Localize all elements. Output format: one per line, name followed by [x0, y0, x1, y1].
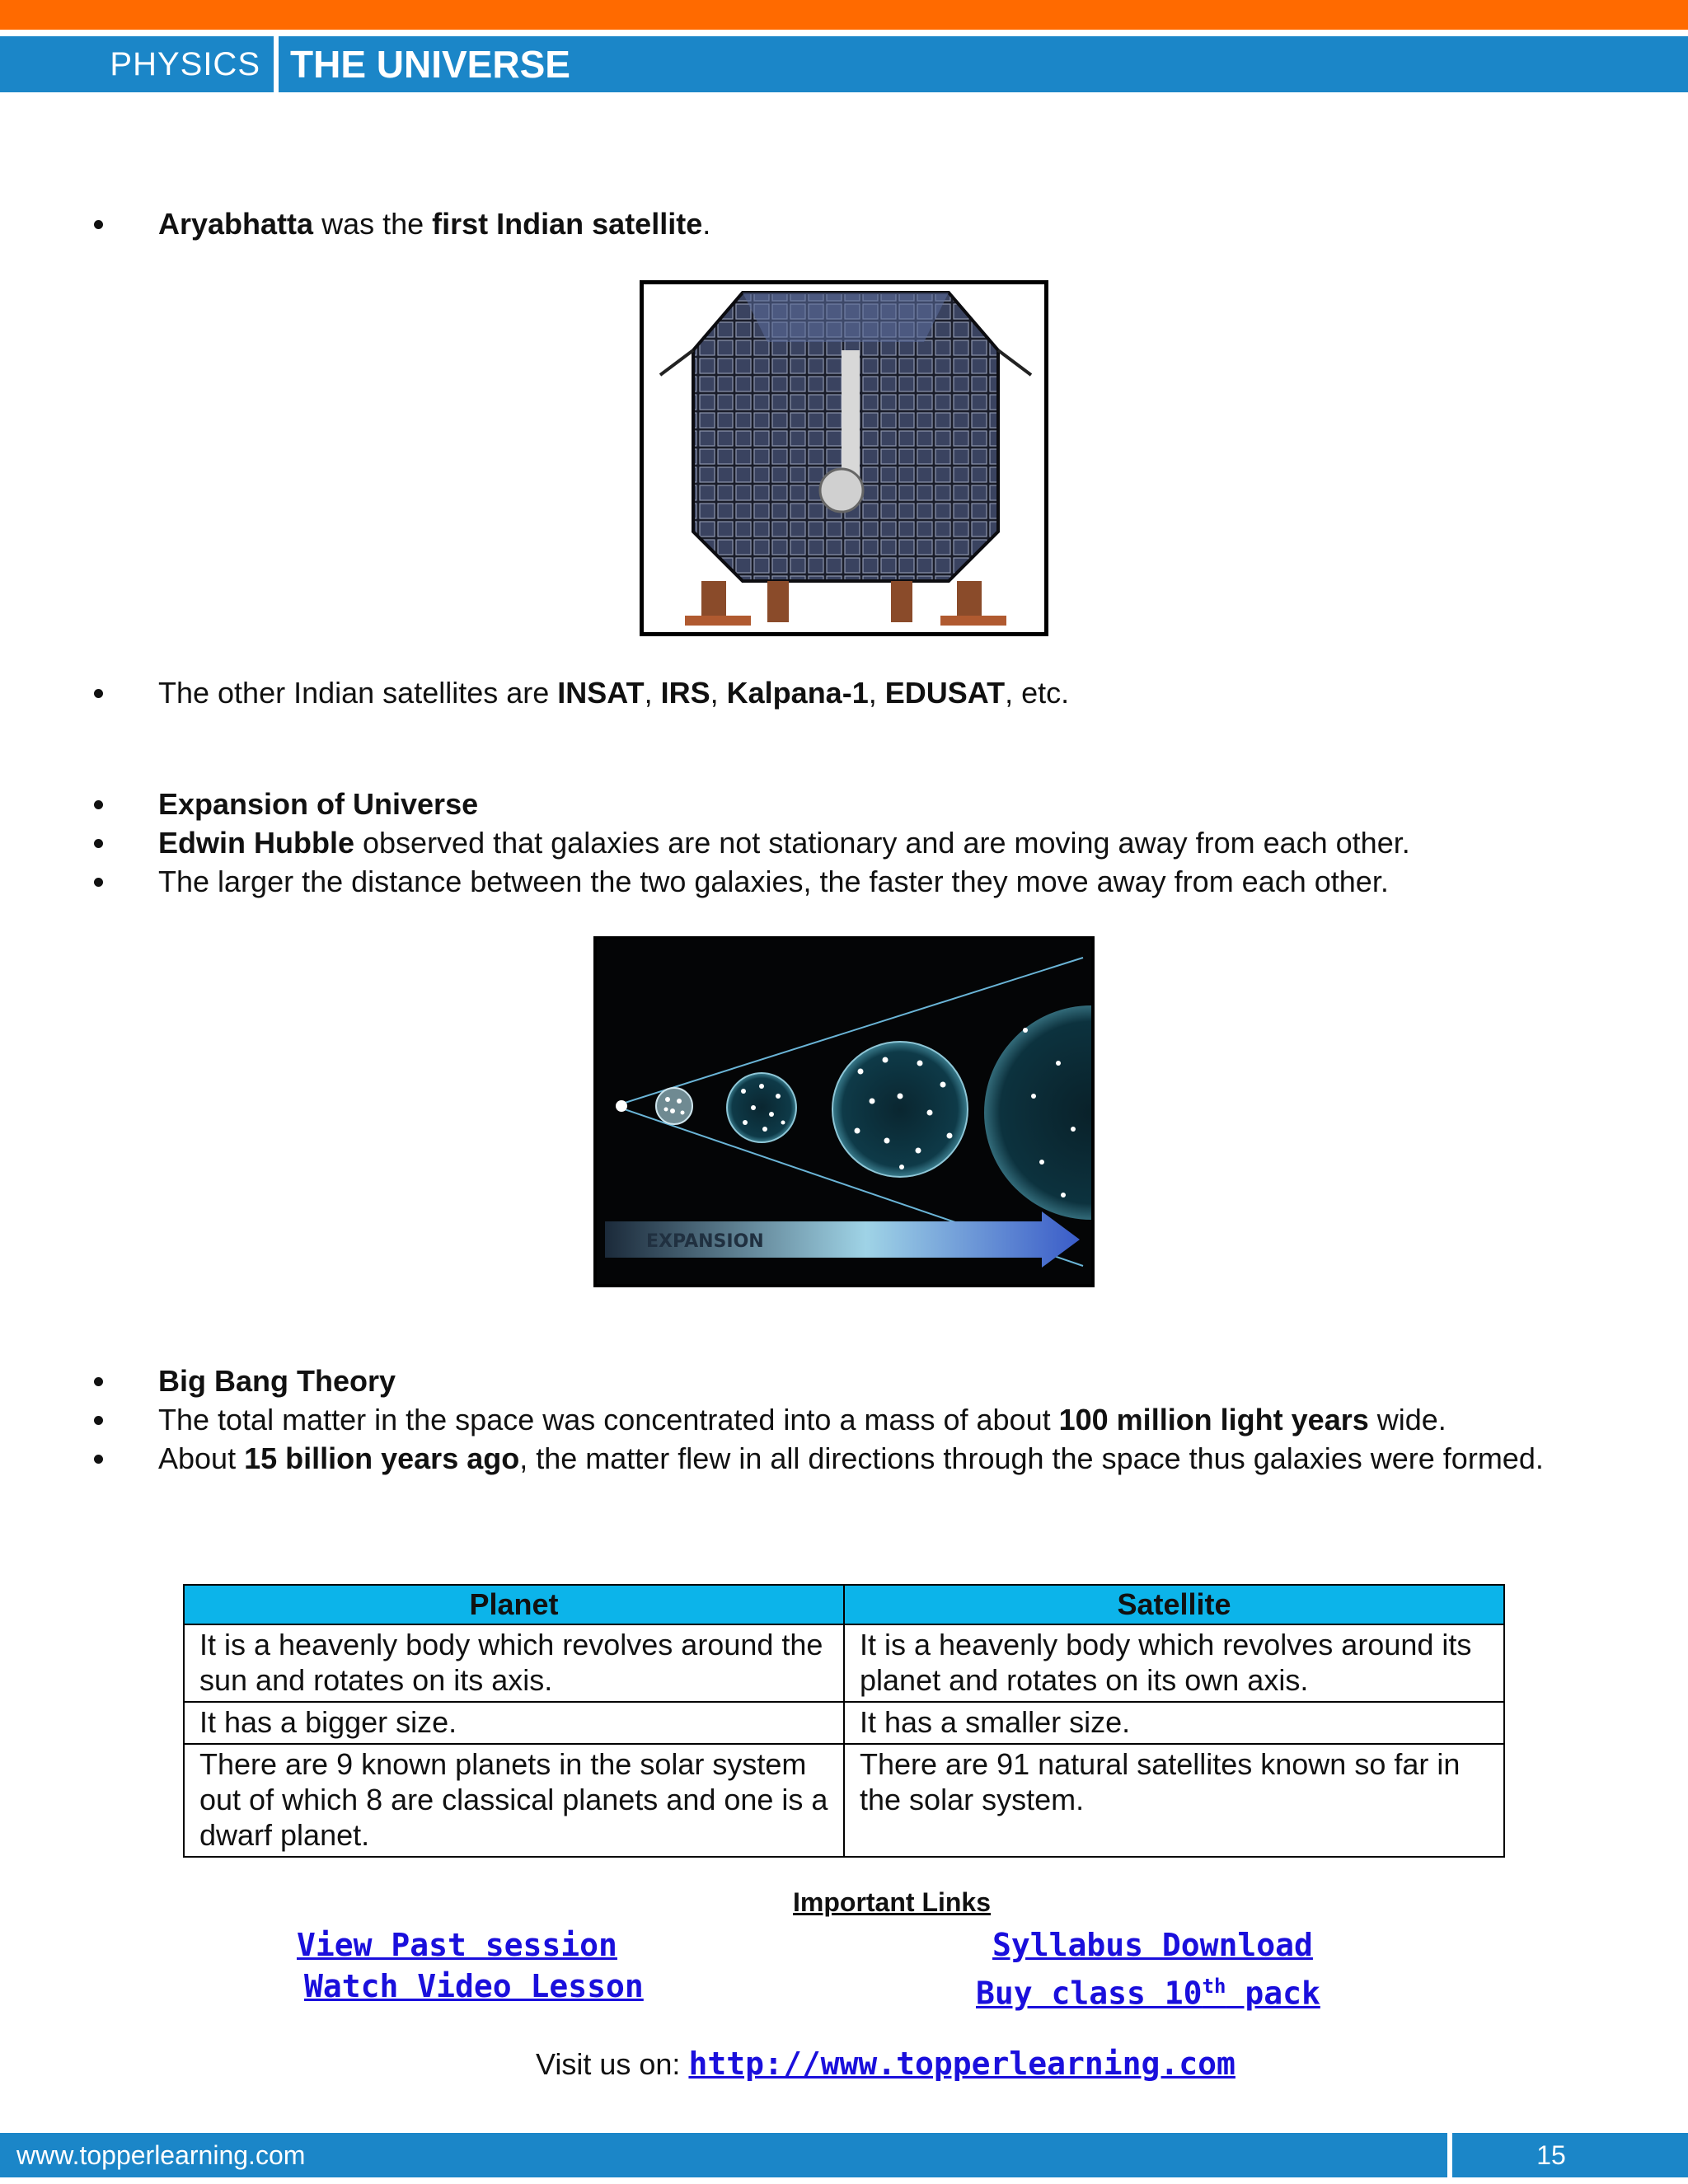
- text: The other Indian satellites are: [158, 676, 558, 710]
- link-superscript: th: [1202, 1975, 1226, 1998]
- expansion-label: EXPANSION: [646, 1231, 764, 1252]
- bullet-dot: [94, 1416, 103, 1425]
- table-row: [184, 1624, 1504, 1702]
- visit-label: Visit us on:: [536, 2047, 689, 2081]
- link-text: Buy class 10: [976, 1975, 1203, 2012]
- table-row: [184, 1702, 1504, 1744]
- text: About: [158, 1441, 245, 1475]
- text: was the: [313, 207, 433, 241]
- satellite-illustration: [644, 284, 1044, 632]
- bullet-dot: [94, 220, 103, 229]
- bold-text: 15 billion years ago: [244, 1441, 520, 1475]
- bullet-dot: [94, 800, 103, 809]
- top-accent-bar: [0, 0, 1688, 30]
- text: , the matter flew in all directions through the space thus galaxies were formed.: [519, 1441, 1544, 1475]
- column-header-satellite: Satellite: [844, 1585, 1504, 1624]
- expansion-illustration: [597, 940, 1091, 1284]
- bold-text: EDUSAT: [884, 676, 1006, 710]
- bold-text: first Indian satellite: [432, 207, 703, 241]
- page-header: [0, 36, 1688, 92]
- table-header-row: [184, 1585, 1504, 1624]
- text: observed that galaxies are not stationary and are moving away from each other.: [354, 826, 1410, 860]
- link-text: pack: [1226, 1975, 1320, 2012]
- text: ,: [710, 676, 727, 710]
- table-row: [184, 1744, 1504, 1857]
- text: ,: [868, 676, 885, 710]
- text: The larger the distance between the two galaxies, the faster they move away from each other.: [158, 865, 1389, 898]
- table-cell: There are 91 natural satellites known so far in the solar system.: [844, 1744, 1504, 1857]
- bullet-dot: [94, 1455, 103, 1464]
- bullet-dot: [94, 689, 103, 698]
- planet-satellite-table: [183, 1584, 1505, 1858]
- bold-text: Big Bang Theory: [158, 1364, 396, 1398]
- text: wide.: [1368, 1403, 1447, 1436]
- text: .: [702, 207, 711, 241]
- footer-website: www.topperlearning.com: [16, 2140, 306, 2170]
- bold-text: Expansion of Universe: [158, 787, 479, 821]
- table-cell: It has a bigger size.: [184, 1702, 844, 1744]
- table-cell: It is a heavenly body which revolves around the sun and rotates on its axis.: [184, 1624, 844, 1702]
- header-divider: [274, 36, 279, 92]
- text: ,: [644, 676, 661, 710]
- table-cell: It is a heavenly body which revolves around its planet and rotates on its own axis.: [844, 1624, 1504, 1702]
- bold-text: IRS: [660, 676, 710, 710]
- bullet-dot: [94, 839, 103, 848]
- header-subject: PHYSICS: [110, 46, 260, 82]
- bold-text: Edwin Hubble: [158, 826, 354, 860]
- buy-class-10-pack-link[interactable]: [976, 1966, 1320, 2013]
- syllabus-download-link[interactable]: Syllabus Download: [992, 1927, 1313, 1963]
- text: , etc.: [1005, 676, 1070, 710]
- visit-us-line: [536, 2044, 1236, 2084]
- bold-text: 100 million light years: [1058, 1403, 1369, 1436]
- table-cell: It has a smaller size.: [844, 1702, 1504, 1744]
- bold-text: Kalpana-1: [726, 676, 869, 710]
- page-number: 15: [1536, 2140, 1566, 2170]
- text: The total matter in the space was concentrated into a mass of about: [158, 1403, 1059, 1436]
- important-links-title: Important Links: [793, 1887, 992, 1917]
- website-link[interactable]: http://www.topperlearning.com: [688, 2046, 1236, 2082]
- header-title: THE UNIVERSE: [290, 43, 570, 86]
- view-past-session-link[interactable]: View Past session: [297, 1927, 617, 1963]
- column-header-planet: Planet: [184, 1585, 844, 1624]
- bold-text: Aryabhatta: [158, 207, 314, 241]
- expansion-universe-image: [593, 936, 1095, 1287]
- page-footer: [0, 2133, 1688, 2177]
- bullet-dot: [94, 878, 103, 887]
- aryabhatta-satellite-image: [640, 280, 1048, 636]
- watch-video-lesson-link[interactable]: Watch Video Lesson: [304, 1968, 644, 2004]
- bullet-dot: [94, 1377, 103, 1386]
- table-cell: There are 9 known planets in the solar system out of which 8 are classical planets and one is a dwarf planet.: [184, 1744, 844, 1857]
- bold-text: INSAT: [557, 676, 645, 710]
